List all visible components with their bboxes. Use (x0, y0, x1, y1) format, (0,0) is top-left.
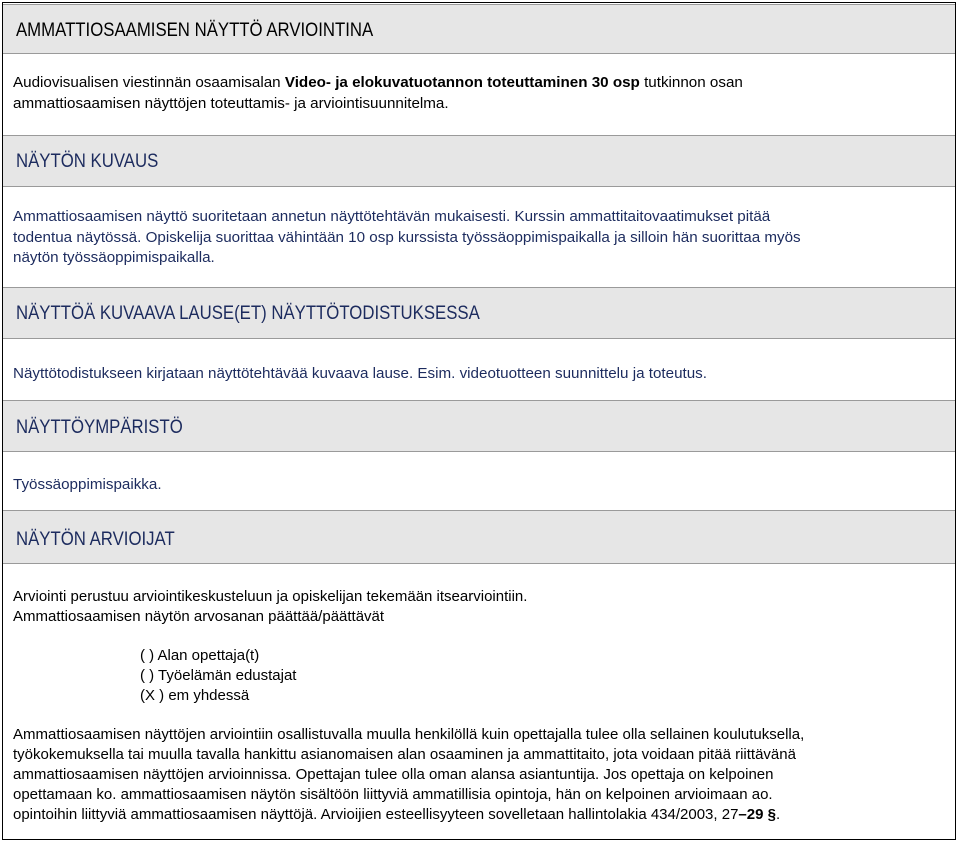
intro-line-2: ammattiosaamisen näyttöjen toteuttamis- ja arviointisuunnitelma. (13, 95, 449, 112)
ymparisto-text: Työssäoppimispaikka. (13, 476, 162, 493)
intro-text-post: tutkinnon osan (639, 74, 743, 91)
option-tyoelaman-edustajat: ( ) Työelämän edustajat (140, 667, 297, 684)
title-band (3, 4, 955, 54)
closing-line-5-text: opintoihin liittyviä ammattiosaamisen näyttöjä. Arvioijien esteellisyyteen sovelletaan hallintolakia 434/2003, 27 (13, 806, 739, 823)
section-header-lause (3, 287, 955, 339)
intro-line-1 (13, 73, 743, 93)
closing-line-5-end: . (775, 806, 781, 823)
closing-line-3: ammattiosaamisen näyttöjen arvioinnissa. Opettajan tulee olla oman alansa asiantuntija. Jos opettaja on kelpoinen (13, 766, 774, 783)
section-header-kuvaus (3, 135, 955, 187)
closing-line-5-section: § (763, 806, 776, 823)
kuvaus-line-1: Ammattiosaamisen näyttö suoritetaan annetun näyttötehtävän mukaisesti. Kurssin ammattitaitovaatimukset pitää (13, 208, 771, 225)
option-alan-opettaja: ( ) Alan opettaja(t) (140, 647, 260, 664)
section-header-arvioijat (3, 510, 955, 564)
kuvaus-line-2: todentua näytössä. Opiskelija suorittaa vähintään 10 osp kurssista työssäoppimispaikalla ja silloin hän suorittaa myös (13, 229, 801, 246)
section-heading-kuvaus: NÄYTÖN KUVAUS (16, 150, 159, 172)
kuvaus-line-3: näytön työssäoppimispaikalla. (13, 249, 215, 266)
closing-line-4: opettamaan ko. ammattiosaamisen näytön sisältöön liittyviä ammatillisia opintoja, hän on kelpoinen arvioimaan ao. (13, 786, 773, 803)
option-em-yhdessa: (X ) em yhdessä (140, 687, 250, 704)
closing-line-2: työkokemuksella tai muulla tavalla hankittu asianomaisen alan osaaminen ja ammattitaito, jota voidaan pitää riittävänä (13, 746, 796, 763)
section-heading-lause: NÄYTTÖÄ KUVAAVA LAUSE(ET) NÄYTTÖTODISTUKSESSA (16, 302, 480, 324)
intro-text-pre: Audiovisualisen viestinnän osaamisalan (13, 74, 285, 91)
section-header-ymparisto (3, 400, 955, 452)
arvioijat-intro (13, 587, 527, 627)
section-heading-ymparisto: NÄYTTÖYMPÄRISTÖ (16, 416, 183, 438)
evaluator-options (140, 646, 296, 706)
arvioijat-closing (13, 725, 804, 825)
arvioijat-line-2: Ammattiosaamisen näytön arvosanan päättää/päättävät (13, 608, 385, 625)
closing-line-5 (13, 805, 804, 825)
course-name: Video- ja elokuvatuotannon toteuttaminen 30 osp (284, 74, 640, 91)
lause-text: Näyttötodistukseen kirjataan näyttötehtävää kuvaava lause. Esim. videotuotteen suunnittelu ja toteutus. (13, 365, 707, 382)
section-heading-arvioijat: NÄYTÖN ARVIOIJAT (16, 528, 175, 550)
closing-line-1: Ammattiosaamisen näyttöjen arviointiin osallistuvalla muulla henkilöllä kuin opettajalla tulee olla sellainen koulutuksella, (13, 726, 805, 743)
document-title: AMMATTIOSAAMISEN NÄYTTÖ ARVIOINTINA (16, 19, 374, 41)
closing-line-5-dash: –29 (738, 806, 764, 823)
arvioijat-line-1: Arviointi perustuu arviointikeskusteluun ja opiskelijan tekemään itsearviointiin. (13, 588, 528, 605)
